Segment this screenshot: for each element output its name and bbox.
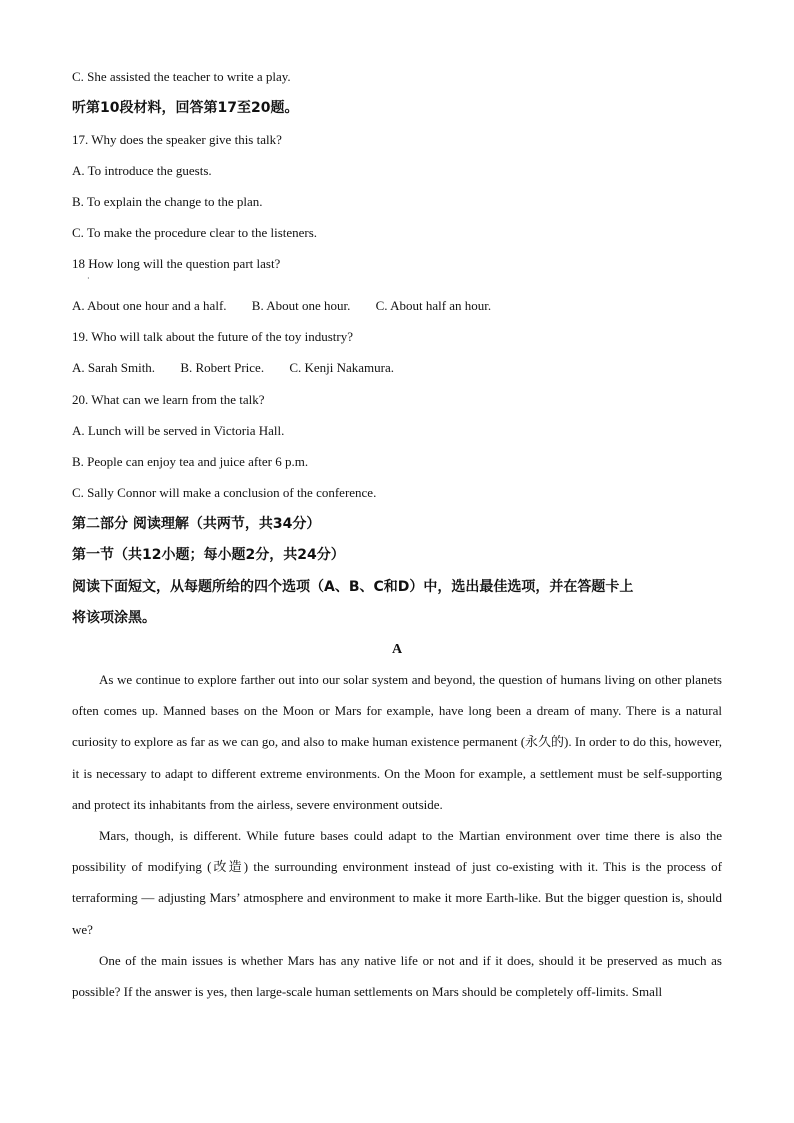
q19-question: 19. Who will talk about the future of the toy industry? — [72, 329, 354, 344]
listening-instruction: 听第10段材料，回答第17至20题。 — [72, 100, 299, 116]
q18-option-a: A. About one hour and a half. — [72, 298, 227, 313]
q20-question: 20. What can we learn from the talk? — [72, 392, 265, 407]
q17-option-a: A. To introduce the guests. — [72, 163, 212, 178]
decimal-dot-mark: · — [87, 274, 90, 283]
q18-option-b: B. About one hour. — [251, 298, 351, 313]
reading-instruction-line2: 将该项涂黑。 — [72, 610, 156, 626]
passage-label: A — [391, 642, 403, 657]
q18-option-c: C. About half an hour. — [375, 298, 492, 313]
passage-paragraph-1: As we continue to explore farther out into our solar system and beyond, the question of humans living on other planets often comes up. Manned bases on the Moon or Mars for example, have long been a dream of many. There is a natural curiosity to explore as far as we can go, and also to make human existence permanent (永久的). In order to do this, however, it is necessary to adapt to different extreme environments. On the Moon for example, a settlement must be self-supporting and protect its inhabitants from the airless, severe environment outside. — [72, 672, 723, 812]
passage-paragraph-3: One of the main issues is whether Mars has any native life or not and if it does, should it be preserved as much as possible? If the answer is yes, then large-scale human settlements on Mars should be completely off-limits. Small — [72, 953, 722, 1000]
q20-option-c: C. Sally Connor will make a conclusion of the conference. — [72, 485, 377, 500]
q17-option-c: C. To make the procedure clear to the listeners. — [72, 225, 318, 240]
q18-options — [72, 298, 513, 314]
q17-option-b: B. To explain the change to the plan. — [72, 194, 263, 209]
q19-option-a: A. Sarah Smith. — [72, 360, 156, 375]
reading-instruction-line1: 阅读下面短文，从每题所给的四个选项（A、B、C和D）中，选出最佳选项，并在答题卡上 — [72, 579, 634, 595]
q18-question: 18 How long will the question part last? — [72, 256, 281, 271]
reading-section-title: 第一节（共12小题；每小题2分，共24分） — [72, 547, 345, 563]
q19-option-b: B. Robert Price. — [180, 360, 265, 375]
q20-option-b: B. People can enjoy tea and juice after 6 p.m. — [72, 454, 309, 469]
passage-paragraph-2: Mars, though, is different. While future bases could adapt to the Martian environment over time there is also the possibility of modifying (改造) the surrounding environment instead of just co-existing with it. This is the process of terraforming — adjusting Mars’ atmosphere and environment to make it more Earth-like. But the bigger question is, should we? — [72, 828, 722, 937]
reading-part-title: 第二部分 阅读理解（共两节，共34分） — [72, 516, 321, 532]
q16-option-c: C. She assisted the teacher to write a play. — [72, 69, 291, 84]
q19-option-c: C. Kenji Nakamura. — [289, 360, 395, 375]
q20-option-a: A. Lunch will be served in Victoria Hall. — [72, 423, 285, 438]
q19-options — [72, 360, 416, 376]
q17-question: 17. Why does the speaker give this talk? — [72, 132, 282, 147]
